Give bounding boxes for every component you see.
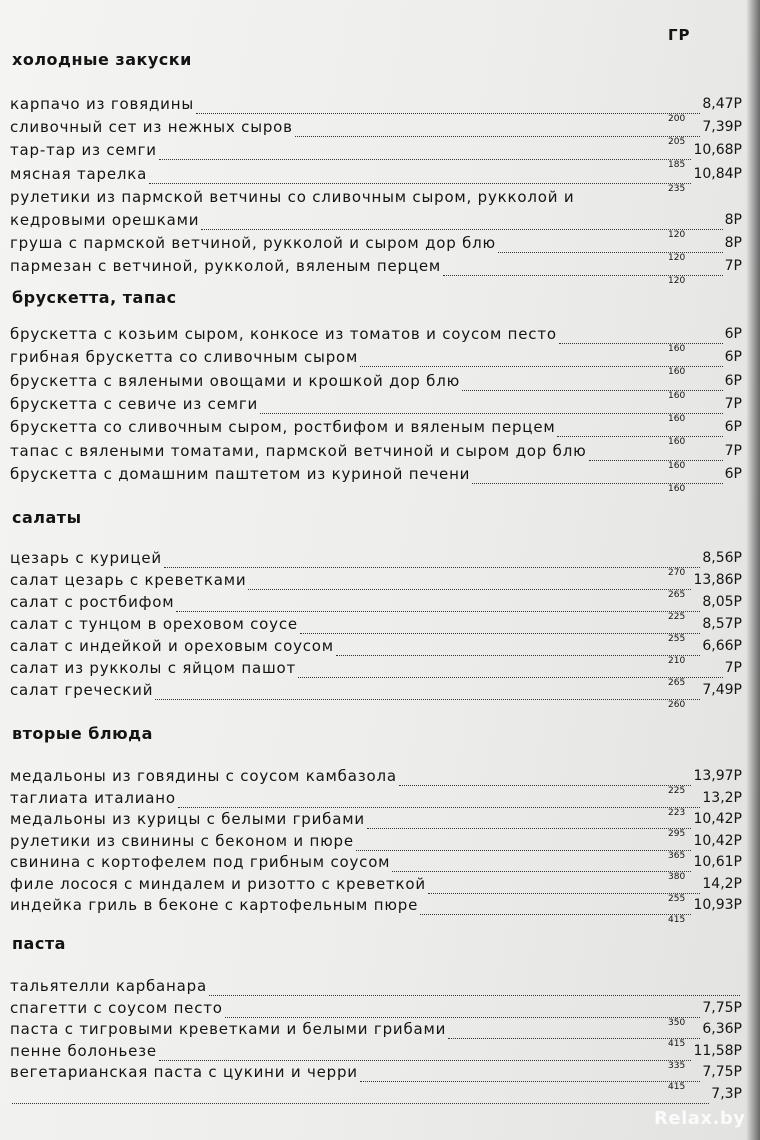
menu-item — [10, 809, 742, 839]
menu-item-weight: 270 — [668, 568, 686, 578]
menu-item-name: салат греческий — [10, 681, 154, 699]
leader-dots — [360, 1081, 701, 1082]
menu-item-name: тальятелли карбанара — [10, 977, 207, 995]
leader-dots — [420, 914, 691, 915]
menu-item-price: 6Р — [724, 465, 742, 482]
leader-dots — [209, 995, 740, 996]
menu-item-name: брускетта с севиче из семги — [10, 394, 259, 413]
section-title: салаты — [12, 508, 82, 527]
menu-item — [10, 680, 742, 710]
section-title: вторые блюда — [12, 724, 153, 743]
menu-item-price: 6Р — [724, 349, 742, 366]
menu-item-name: паста с тигровыми креветками и белыми грибами — [10, 1020, 447, 1038]
menu-item-price: 7,75Р — [702, 999, 742, 1016]
menu-item — [10, 831, 742, 861]
leader-dots — [392, 871, 691, 872]
leader-dots — [559, 343, 723, 344]
menu-item-price: 8,05Р — [702, 594, 742, 610]
menu-item-weight: 120 — [668, 253, 686, 264]
leader-dots — [155, 699, 700, 700]
menu-item-price: 10,42Р — [693, 832, 742, 849]
menu-item-name: тар-тар из семги — [10, 141, 157, 160]
menu-item-weight: 365 — [668, 850, 686, 861]
leader-dots — [295, 136, 701, 137]
leader-dots — [159, 1060, 692, 1061]
menu-item — [10, 1019, 742, 1049]
menu-item-weight: 235 — [668, 183, 686, 194]
menu-item — [10, 766, 742, 796]
menu-item-name: брускетта со сливочным сыром, ростбифом и вяленым перцем — [10, 418, 556, 437]
menu-item-name: спагетти с соусом песто — [10, 998, 223, 1017]
menu-item — [10, 895, 742, 925]
menu-item-name: пармезан с ветчиной, рукколой, вяленым перцем — [10, 257, 441, 276]
leader-dots — [164, 567, 700, 568]
menu-item-price: 7,39Р — [702, 119, 742, 136]
menu-item-price: 14,2Р — [702, 875, 742, 892]
menu-item-price: 7Р — [724, 395, 742, 412]
menu-item — [10, 788, 742, 818]
menu-item-weight: 260 — [668, 700, 686, 710]
leader-dots — [498, 252, 723, 253]
menu-item — [10, 140, 742, 171]
menu-item-price: 7Р — [724, 258, 742, 275]
menu-item-price: 13,2Р — [702, 789, 742, 806]
menu-item — [10, 852, 742, 882]
menu-item-name: цезарь с курицей — [10, 549, 162, 567]
menu-item-name: сливочный сет из нежных сыров — [10, 118, 293, 137]
menu-item — [10, 187, 742, 209]
menu-item — [10, 1062, 742, 1092]
menu-item-weight: 415 — [668, 915, 686, 925]
menu-item-name: свинина с кортофелем под грибным соусом — [10, 853, 391, 871]
menu-item-weight: 205 — [668, 137, 686, 148]
menu-item — [10, 1084, 742, 1106]
menu-item-price: 8Р — [724, 235, 742, 252]
menu-item-name: брускетта с домашним паштетом из куриной печени — [10, 464, 471, 483]
menu-item — [10, 371, 742, 401]
menu-item — [10, 394, 742, 424]
menu-item-weight: 160 — [668, 413, 686, 424]
menu-item-name: медальоны из курицы с белыми грибами — [10, 810, 365, 828]
menu-item-name: мясная тарелка — [10, 164, 148, 183]
menu-item-price: 7Р — [724, 442, 742, 459]
menu-item — [10, 998, 742, 1028]
menu-item — [10, 1041, 742, 1071]
menu-item-weight: 415 — [668, 1039, 686, 1049]
menu-item — [10, 417, 742, 448]
menu-item-price: 10,42Р — [693, 811, 742, 827]
menu-item-price: 8,56Р — [702, 550, 742, 566]
menu-item-price: 11,58Р — [693, 1042, 742, 1059]
menu-item-price: 7,49Р — [702, 682, 742, 698]
leader-dots — [367, 828, 692, 829]
leader-dots — [399, 785, 692, 786]
leader-dots — [298, 677, 723, 678]
menu-item-weight: 255 — [668, 634, 686, 644]
menu-item — [10, 117, 742, 148]
leader-dots — [260, 413, 723, 414]
menu-item — [10, 464, 742, 494]
leader-dots — [178, 807, 701, 808]
leader-dots — [557, 436, 722, 437]
menu-item-price: 10,84Р — [693, 165, 742, 182]
menu-item-price: 8,47Р — [702, 96, 742, 112]
menu-item-weight: 225 — [668, 786, 686, 796]
menu-item-name: тапас с вялеными томатами, пармской ветчиной и сыром дор блю — [10, 441, 587, 460]
menu-item-weight: 225 — [668, 612, 686, 622]
menu-item-weight: 160 — [668, 344, 686, 354]
leader-dots — [336, 655, 700, 656]
menu-item-name: пенне болоньезе — [10, 1041, 157, 1060]
menu-item — [10, 874, 742, 904]
menu-item-weight: 223 — [668, 807, 686, 818]
menu-item-price: 6,66Р — [702, 638, 742, 654]
menu-item — [10, 614, 742, 644]
menu-item-weight: 160 — [668, 437, 686, 448]
menu-item-weight: 160 — [668, 460, 686, 471]
menu-item-price: 13,86Р — [693, 572, 742, 588]
leader-dots — [300, 633, 700, 634]
menu-item — [10, 324, 742, 354]
menu-item — [10, 570, 742, 600]
menu-item-weight: 350 — [668, 1017, 686, 1028]
leader-dots — [176, 611, 700, 612]
leader-dots — [428, 893, 700, 894]
menu-item-weight: 160 — [668, 483, 686, 494]
menu-item-name: брускетта с козьим сыром, конкосе из томатов и соусом песто — [10, 325, 557, 343]
menu-item-price: 10,61Р — [693, 854, 742, 870]
menu-item-name: рулетики из свинины с беконом и пюре — [10, 831, 354, 850]
menu-item-weight: 335 — [668, 1060, 686, 1071]
weight-column-header: ГР — [668, 26, 691, 44]
menu-item-name: салат из рукколы с яйцом пашот — [10, 659, 297, 677]
menu-item — [10, 210, 742, 240]
leader-dots — [12, 1103, 709, 1104]
menu-item-weight: 265 — [668, 678, 686, 688]
leader-dots — [196, 113, 700, 114]
menu-item-name: груша с пармской ветчиной, рукколой и сыром дор блю — [10, 234, 496, 253]
menu-item-price: 10,68Р — [693, 142, 742, 159]
menu-item-weight: 265 — [668, 590, 686, 600]
menu-item — [10, 636, 742, 666]
watermark-logo: Relax.by — [654, 1108, 746, 1129]
menu-item-price: 6Р — [724, 419, 742, 436]
menu-item-name: индейка гриль в беконе с картофельным пюре — [10, 896, 419, 914]
menu-item-name: кедровыми орешками — [10, 211, 200, 229]
menu-item-name: рулетики из пармской ветчины со сливочным сыром, рукколой и — [10, 187, 575, 206]
menu-item-weight: 255 — [668, 893, 686, 904]
menu-item-name: таглиата италиано — [10, 788, 176, 807]
menu-item-name: вегетарианская паста с цукини и черри — [10, 1063, 358, 1081]
menu-item-price: 8,57Р — [702, 616, 742, 632]
menu-item-weight: 415 — [668, 1082, 686, 1092]
menu-item-price: 10,93Р — [693, 897, 742, 913]
menu-item-name: салат с тунцом в ореховом соусе — [10, 615, 298, 633]
menu-item — [10, 94, 742, 124]
menu-item-name: грибная брускетта со сливочным сыром — [10, 348, 359, 367]
leader-dots — [356, 850, 692, 851]
leader-dots — [149, 183, 691, 184]
menu-item — [10, 976, 742, 998]
menu-item-weight: 160 — [668, 390, 686, 401]
menu-item-name: карпачо из говядины — [10, 95, 194, 113]
page-edge-shadow — [746, 0, 760, 1140]
menu-item-weight: 185 — [668, 160, 686, 171]
menu-item-name: филе лосося с миндалем и ризотто с креветкой — [10, 874, 426, 893]
menu-item-name: салат с ростбифом — [10, 593, 175, 611]
menu-item-price: 7Р — [724, 660, 742, 676]
menu-item — [10, 347, 742, 378]
menu-item-weight: 120 — [668, 276, 686, 287]
leader-dots — [159, 159, 692, 160]
menu-item — [10, 592, 742, 622]
menu-item-weight: 295 — [668, 829, 686, 839]
menu-item-weight: 380 — [668, 872, 686, 882]
menu-item — [10, 441, 742, 471]
menu-item-price: 6Р — [724, 326, 742, 342]
menu-item-price: 7,3Р — [711, 1085, 742, 1102]
menu-item — [10, 164, 742, 194]
menu-item-weight: 210 — [668, 656, 686, 666]
leader-dots — [589, 460, 723, 461]
menu-item-price: 6Р — [724, 372, 742, 389]
menu-item-price: 8Р — [724, 212, 742, 228]
menu-item — [10, 658, 742, 688]
menu-item-weight: 200 — [668, 114, 686, 124]
leader-dots — [248, 589, 691, 590]
menu-item-price: 13,97Р — [693, 768, 742, 784]
menu-item — [10, 233, 742, 264]
menu-item-weight: 120 — [668, 230, 686, 240]
section-title: паста — [12, 934, 66, 953]
menu-item-weight: 160 — [668, 367, 686, 378]
menu-item-price: 6,36Р — [702, 1021, 742, 1037]
menu-item-name: салат цезарь с креветками — [10, 571, 247, 589]
menu-item — [10, 256, 742, 287]
menu-item-name: брускетта с вялеными овощами и крошкой дор блю — [10, 371, 461, 390]
section-title: брускетта, тапас — [12, 288, 177, 307]
leader-dots — [201, 229, 722, 230]
leader-dots — [448, 1038, 700, 1039]
menu-item — [10, 548, 742, 578]
menu-item-name: медальоны из говядины с соусом камбазола — [10, 767, 397, 785]
section-title: холодные закуски — [12, 50, 192, 69]
menu-item-price: 7,75Р — [702, 1064, 742, 1080]
menu-item-name: салат с индейкой и ореховым соусом — [10, 637, 334, 655]
leader-dots — [225, 1017, 701, 1018]
